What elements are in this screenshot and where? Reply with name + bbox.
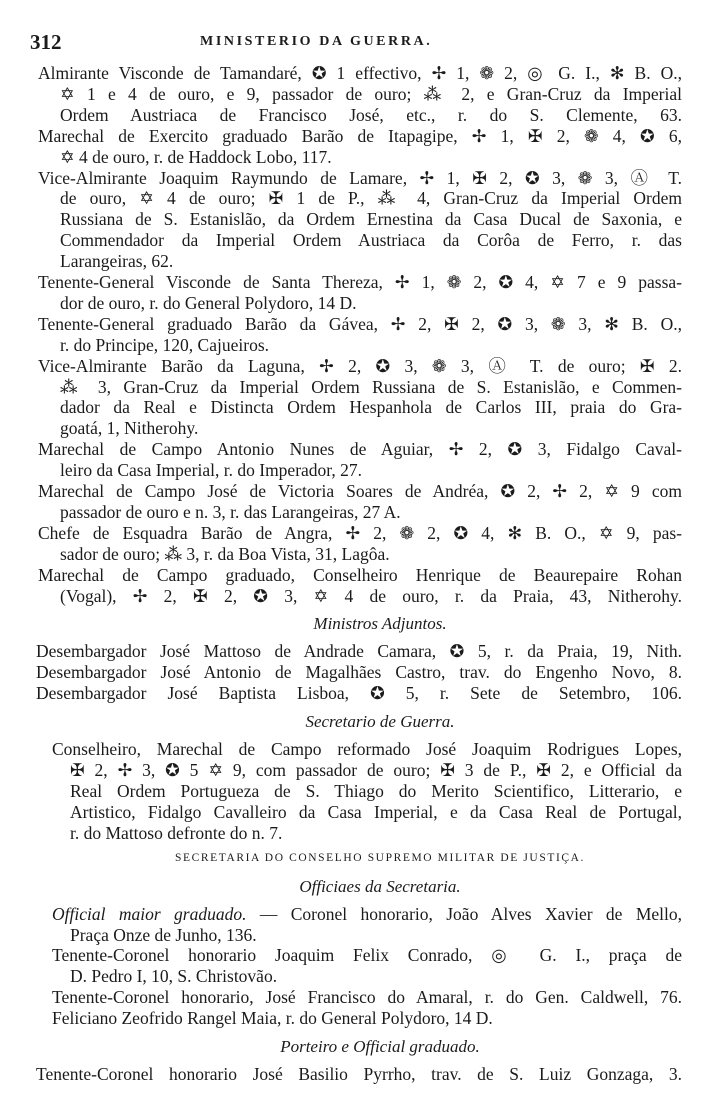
entry-first-line: Desembargador José Baptista Lisboa, ✪ 5, r. Sete de Setembro, 106. [36,683,682,704]
entry-first-line: Marechal de Exercito graduado Barão de Itapagipe, ✢ 1, ✠ 2, ❁ 4, ✪ 6, [38,125,682,146]
entry-first-line: Desembargador José Antonio de Magalhães Castro, trav. do Engenho Novo, 8. [36,662,682,683]
entry-label: Official maior graduado. [52,903,247,924]
entry-first-line: Marechal de Campo graduado, Conselheiro Henrique de Beaurepaire Rohan [38,564,682,585]
entry-first-line: Feliciano Zeofrido Rangel Maia, r. do General Polydoro, 14 D. [52,1008,493,1029]
section-heading: Officiaes da Secretaria. [299,876,461,896]
entry-continuation-line: ✡ 1 e 4 de ouro, e 9, passador de ouro; ⁂ 2, e Gran-Cruz da Imperial [60,83,682,104]
entry-continuation-line: goatá, 1, Nitherohy. [60,418,199,439]
entry-continuation-line: dador da Real e Distincta Ordem Hespanhola de Carlos III, praia do Gra- [60,397,682,418]
entry-first-line: Chefe de Esquadra Barão de Angra, ✢ 2, ❁ 2, ✪ 4, ✻ B. O., ✡ 9, pas- [38,522,682,543]
entry-text: — Coronel honorario, João Alves Xavier de Mello, [246,903,682,924]
entry-continuation-line: sador de ouro; ⁂ 3, r. da Boa Vista, 31, Lagôa. [60,543,390,564]
entry-first-line: Marechal de Campo Antonio Nunes de Aguiar, ✢ 2, ✪ 3, Fidalgo Caval- [38,439,682,460]
entry-continuation-line: ✠ 2, ✢ 3, ✪ 5 ✡ 9, com passador de ouro; ✠ 3 de P., ✠ 2, e Official da [70,760,682,780]
entry-first-line: Tenente-Coronel honorario Joaquim Felix Conrado, ◎ G. I., praça de [52,945,682,966]
entry-continuation-line: Commendador da Imperial Ordem Austriaca da Corôa de Ferro, r. das [60,230,682,251]
entry-first-line: Vice-Almirante Joaquim Raymundo de Lamare, ✢ 1, ✠ 2, ✪ 3, ❁ 3, Ⓐ T. [38,167,682,188]
entry-continuation-line: r. do Mattoso defronte do n. 7. [70,822,283,843]
entry-first-line: Tenente-Coronel honorario, José Francisco do Amaral, r. do Gen. Caldwell, 76. [52,987,682,1008]
entry-first-line: Tenente-General Visconde de Santa Thereza, ✢ 1, ❁ 2, ✪ 4, ✡ 7 e 9 passa- [38,272,682,292]
section-caps-heading: SECRETARIA DO CONSELHO SUPREMO MILITAR DE JUSTIÇA. [174,851,586,864]
entry-first-line [52,904,682,924]
entry-continuation-line: de ouro, ✡ 4 de ouro; ✠ 1 de P., ⁂ 4, Gran-Cruz da Imperial Ordem [60,188,682,209]
entry-first-line: Almirante Visconde de Tamandaré, ✪ 1 effectivo, ✢ 1, ❁ 2, ◎ G. I., ✻ B. O., [38,63,682,83]
entry-continuation-line: dor de ouro, r. do General Polydoro, 14 D. [60,292,357,313]
entry-first-line: Desembargador José Mattoso de Andrade Camara, ✪ 5, r. da Praia, 19, Nith. [36,641,682,662]
entry-continuation-line: r. do Principe, 120, Cajueiros. [60,334,270,355]
entry-first-line: Marechal de Campo José de Victoria Soares de Andréa, ✪ 2, ✢ 2, ✡ 9 com [38,481,682,501]
entry-first-line: Vice-Almirante Barão da Laguna, ✢ 2, ✪ 3, ❁ 3, Ⓐ T. de ouro; ✠ 2. [38,355,682,376]
entry-continuation-line: Larangeiras, 62. [60,251,174,272]
entry-first-line: Tenente-Coronel honorario José Basilio Pyrrho, trav. de S. Luiz Gonzaga, 3. [36,1064,682,1084]
entry-continuation-line: D. Pedro I, 10, S. Christovão. [70,966,278,987]
entry-continuation-line: passador de ouro e n. 3, r. das Larangeiras, 27 A. [60,501,401,522]
section-heading: Secretario de Guerra. [305,712,455,732]
entry-continuation-line: Russiana de S. Estanislão, da Ordem Ernestina da Casa Ducal de Saxonia, e [60,209,682,230]
entry-continuation-line: ✡ 4 de ouro, r. de Haddock Lobo, 117. [60,146,332,167]
entry-continuation-line: Real Ordem Portugueza de S. Thiago do Merito Scientifico, Litterario, e [70,780,682,801]
section-heading: Porteiro e Official graduado. [280,1037,480,1056]
entry-continuation-line: Praça Onze de Junho, 136. [70,924,257,945]
entry-first-line: Tenente-General graduado Barão da Gávea, ✢ 2, ✠ 2, ✪ 3, ❁ 3, ✻ B. O., [38,313,682,334]
entry-continuation-line: ⁂ 3, Gran-Cruz da Imperial Ordem Russiana de S. Estanislão, e Commen- [60,376,682,397]
running-head: MINISTERIO DA GUERRA. [200,34,433,49]
entry-continuation-line: Artistico, Fidalgo Cavalleiro da Casa Imperial, e da Casa Real de Portugal, [70,801,682,822]
section-heading: Ministros Adjuntos. [313,614,447,634]
entry-continuation-line: leiro da Casa Imperial, r. do Imperador, 27. [60,460,363,481]
page-number: 312 [30,30,62,54]
entry-first-line: Conselheiro, Marechal de Campo reformado José Joaquim Rodrigues Lopes, [52,739,682,760]
entry-continuation-line: Ordem Austriaca de Francisco José, etc., r. do S. Clemente, 63. [60,104,682,125]
entry-continuation-line: (Vogal), ✢ 2, ✠ 2, ✪ 3, ✡ 4 de ouro, r. da Praia, 43, Nitherohy. [60,585,682,606]
